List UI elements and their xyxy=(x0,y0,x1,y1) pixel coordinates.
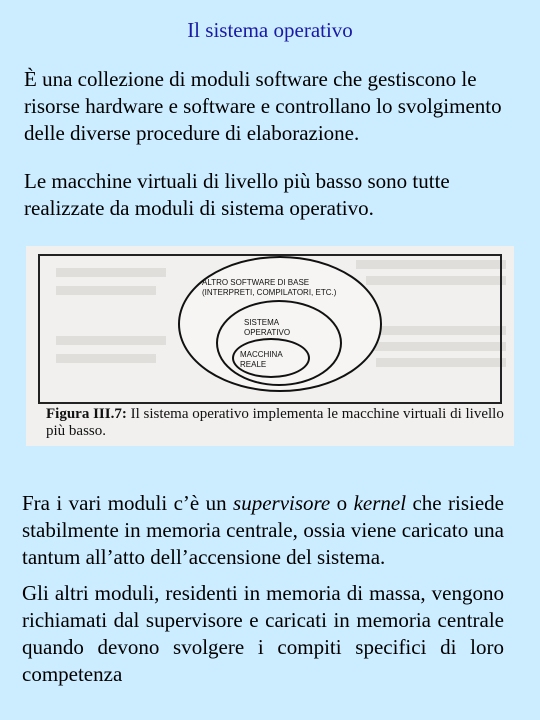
inner-ellipse-label: MACCHINA REALE xyxy=(240,350,283,369)
caption-text: Il sistema operativo implementa le macchine virtuali di livello più basso. xyxy=(46,406,504,439)
caption-number: Figura III.7: xyxy=(46,406,127,422)
kernel-text-2: o xyxy=(330,491,354,515)
page-title: Il sistema operativo xyxy=(187,18,353,42)
kernel-text-3: che risiede stabilmente in memoria centrale, ossia viene caricato una tantum all’atto dell’accensione del sistema. xyxy=(22,491,504,569)
figure-caption xyxy=(46,406,506,440)
virtual-machines-paragraph: Le macchine virtuali di livello più basso sono tutte realizzate da moduli di sistema operativo. xyxy=(24,169,450,220)
kernel-term: kernel xyxy=(353,491,407,515)
kernel-paragraph xyxy=(22,490,504,571)
middle-ellipse-label: SISTEMA OPERATIVO xyxy=(244,318,291,337)
definition-paragraph: È una collezione di moduli software che gestiscono le risorse hardware e software e controllano lo svolgimento delle diverse procedure di elaborazione. xyxy=(24,67,502,145)
scanned-figure xyxy=(26,246,514,446)
other-modules-paragraph: Gli altri moduli, residenti in memoria di massa, vengono richiamati dal supervisore e caricati in memoria centrale quando devono svolgere i compiti specifici di loro competenza xyxy=(22,581,504,686)
outer-ellipse-label: ALTRO SOFTWARE DI BASE (INTERPRETI, COMPILATORI, ETC.) xyxy=(202,278,337,297)
kernel-text-1: Fra i vari moduli c’è un xyxy=(22,491,234,515)
supervisor-term: supervisore xyxy=(233,491,331,515)
